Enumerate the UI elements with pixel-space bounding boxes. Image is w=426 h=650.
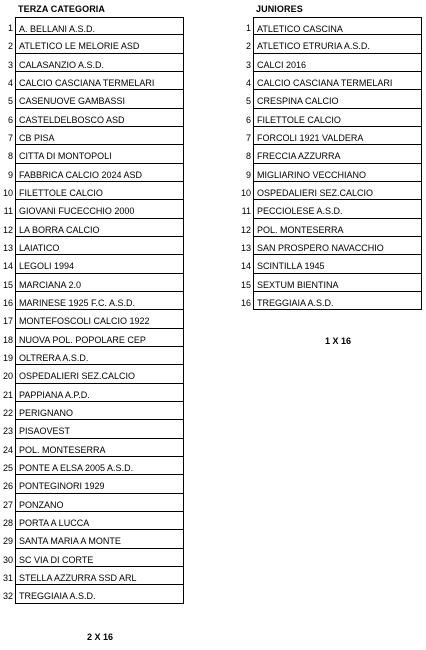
- table-row: [0, 310, 184, 328]
- row-number: 27: [2, 499, 13, 510]
- row-number: 4: [245, 77, 251, 88]
- table-row: [238, 127, 422, 145]
- team-name-cell: PECCIOLESE A.S.D.: [253, 200, 422, 218]
- team-name-cell: CALASANZIO A.S.D.: [15, 54, 184, 72]
- table-row: [0, 329, 184, 347]
- table-row: [238, 90, 422, 108]
- row-number: 32: [2, 591, 13, 602]
- team-name-cell: LA BORRA CALCIO: [15, 219, 184, 237]
- table-row: [0, 219, 184, 237]
- team-name-cell: MONTEFOSCOLI CALCIO 1922: [15, 310, 184, 328]
- row-number: 11: [3, 206, 13, 217]
- table-row: [0, 347, 184, 365]
- row-number: 17: [2, 316, 13, 327]
- team-name-cell: SCINTILLA 1945: [253, 255, 422, 273]
- table-row: [0, 109, 184, 127]
- row-number: 28: [2, 517, 13, 528]
- table-row: [238, 182, 422, 200]
- team-name-cell: STELLA AZZURRA SSD ARL: [15, 567, 184, 585]
- row-number: 18: [2, 334, 13, 345]
- team-name-cell: SANTA MARIA A MONTE: [15, 530, 184, 548]
- team-name-cell: MARCIANA 2.0: [15, 274, 184, 292]
- table-row: [0, 494, 184, 512]
- row-number: 6: [245, 114, 251, 125]
- table-row: [0, 384, 184, 402]
- table-row: [0, 72, 184, 90]
- team-name-cell: LEGOLI 1994: [15, 255, 184, 273]
- row-number: 4: [7, 77, 13, 88]
- team-name-cell: OSPEDALIERI SEZ.CALCIO: [253, 182, 422, 200]
- table-row: [0, 475, 184, 493]
- team-name-cell: LAIATICO: [15, 237, 184, 255]
- team-name-cell: ATLETICO CASCINA: [253, 17, 422, 35]
- row-number: 13: [240, 242, 251, 253]
- table-row: [0, 549, 184, 567]
- row-number: 10: [2, 187, 13, 198]
- row-number: 14: [240, 261, 251, 272]
- terza-categoria-heading: TERZA CATEGORIA: [18, 4, 105, 14]
- row-number: 14: [2, 261, 13, 272]
- row-number: 8: [7, 151, 13, 162]
- team-name-cell: PERIGNANO: [15, 402, 184, 420]
- table-row: [0, 145, 184, 163]
- row-number: 22: [2, 407, 13, 418]
- team-name-cell: TREGGIAIA A.S.D.: [253, 292, 422, 310]
- table-row: [0, 35, 184, 53]
- table-row: [0, 457, 184, 475]
- table-row: [238, 274, 422, 292]
- row-number: 9: [7, 169, 13, 180]
- table-row: [0, 585, 184, 603]
- table-row: [238, 219, 422, 237]
- row-number: 9: [245, 169, 251, 180]
- table-row: [0, 237, 184, 255]
- row-number: 31: [2, 572, 13, 583]
- row-number: 23: [2, 426, 13, 437]
- row-number: 30: [2, 554, 13, 565]
- juniores-list: [238, 17, 422, 310]
- team-name-cell: POL. MONTESERRA: [15, 439, 184, 457]
- row-number: 12: [240, 224, 251, 235]
- terza-categoria-groups-label: 2 X 16: [87, 632, 114, 642]
- team-name-cell: CITTA DI MONTOPOLI: [15, 145, 184, 163]
- table-row: [0, 420, 184, 438]
- team-name-cell: FILETTOLE CALCIO: [253, 109, 422, 127]
- team-name-cell: MARINESE 1925 F.C. A.S.D.: [15, 292, 184, 310]
- terza-categoria-list: [0, 17, 184, 604]
- team-name-cell: MIGLIARINO VECCHIANO: [253, 164, 422, 182]
- team-name-cell: POL. MONTESERRA: [253, 219, 422, 237]
- row-number: 15: [240, 279, 251, 290]
- team-name-cell: TREGGIAIA A.S.D.: [15, 585, 184, 603]
- table-row: [0, 200, 184, 218]
- row-number: 19: [2, 352, 13, 363]
- row-number: 10: [240, 187, 251, 198]
- table-row: [238, 54, 422, 72]
- team-name-cell: SAN PROSPERO NAVACCHIO: [253, 237, 422, 255]
- table-row: [0, 17, 184, 35]
- team-name-cell: FRECCIA AZZURRA: [253, 145, 422, 163]
- team-name-cell: FILETTOLE CALCIO: [15, 182, 184, 200]
- row-number: 16: [2, 297, 13, 308]
- table-row: [0, 530, 184, 548]
- team-name-cell: CALCIO CASCIANA TERMELARI: [253, 72, 422, 90]
- row-number: 3: [245, 59, 251, 70]
- team-name-cell: FORCOLI 1921 VALDERA: [253, 127, 422, 145]
- row-number: 8: [245, 151, 251, 162]
- row-number: 16: [240, 297, 251, 308]
- team-name-cell: CASTELDELBOSCO ASD: [15, 109, 184, 127]
- row-number: 5: [245, 96, 251, 107]
- table-row: [0, 54, 184, 72]
- row-number: 13: [2, 242, 13, 253]
- juniores-heading: JUNIORES: [256, 4, 303, 14]
- table-row: [0, 164, 184, 182]
- row-number: 2: [245, 41, 251, 52]
- table-row: [0, 255, 184, 273]
- juniores-groups-label: 1 X 16: [325, 336, 352, 346]
- row-number: 20: [2, 371, 13, 382]
- table-row: [238, 292, 422, 310]
- team-name-cell: PORTA A LUCCA: [15, 512, 184, 530]
- table-row: [238, 145, 422, 163]
- team-name-cell: CALCI 2016: [253, 54, 422, 72]
- team-name-cell: CALCIO CASCIANA TERMELARI: [15, 72, 184, 90]
- team-name-cell: PONTE A ELSA 2005 A.S.D.: [15, 457, 184, 475]
- table-row: [0, 365, 184, 383]
- team-name-cell: SEXTUM BIENTINA: [253, 274, 422, 292]
- row-number: 26: [2, 481, 13, 492]
- row-number: 2: [7, 41, 13, 52]
- team-name-cell: FABBRICA CALCIO 2024 ASD: [15, 164, 184, 182]
- team-name-cell: A. BELLANI A.S.D.: [15, 17, 184, 35]
- team-name-cell: ATLETICO LE MELORIE ASD: [15, 35, 184, 53]
- row-number: 7: [245, 132, 251, 143]
- row-number: 5: [7, 96, 13, 107]
- table-row: [0, 292, 184, 310]
- table-row: [0, 90, 184, 108]
- row-number: 11: [241, 206, 251, 217]
- table-row: [238, 109, 422, 127]
- row-number: 1: [245, 23, 251, 33]
- row-number: 3: [7, 59, 13, 70]
- row-number: 7: [7, 132, 13, 143]
- table-row: [238, 72, 422, 90]
- table-row: [0, 182, 184, 200]
- row-number: 24: [2, 444, 13, 455]
- team-name-cell: PONTEGINORI 1929: [15, 475, 184, 493]
- team-name-cell: OSPEDALIERI SEZ.CALCIO: [15, 365, 184, 383]
- team-name-cell: CB PISA: [15, 127, 184, 145]
- row-number: 21: [2, 389, 13, 400]
- table-row: [238, 17, 422, 35]
- table-row: [238, 200, 422, 218]
- team-name-cell: CRESPINA CALCIO: [253, 90, 422, 108]
- row-number: 15: [2, 279, 13, 290]
- team-name-cell: NUOVA POL. POPOLARE CEP: [15, 329, 184, 347]
- table-row: [0, 439, 184, 457]
- table-row: [238, 237, 422, 255]
- table-row: [238, 35, 422, 53]
- row-number: 12: [2, 224, 13, 235]
- team-name-cell: GIOVANI FUCECCHIO 2000: [15, 200, 184, 218]
- team-name-cell: OLTRERA A.S.D.: [15, 347, 184, 365]
- table-row: [0, 567, 184, 585]
- table-row: [0, 402, 184, 420]
- team-name-cell: SC VIA DI CORTE: [15, 549, 184, 567]
- team-name-cell: ATLETICO ETRURIA A.S.D.: [253, 35, 422, 53]
- table-row: [238, 255, 422, 273]
- team-name-cell: PISAOVEST: [15, 420, 184, 438]
- team-name-cell: PAPPIANA A.P.D.: [15, 384, 184, 402]
- team-name-cell: CASENUOVE GAMBASSI: [15, 90, 184, 108]
- row-number: 6: [7, 114, 13, 125]
- row-number: 29: [2, 536, 13, 547]
- table-row: [0, 127, 184, 145]
- row-number: 1: [7, 23, 13, 33]
- table-row: [0, 512, 184, 530]
- team-name-cell: PONZANO: [15, 494, 184, 512]
- table-row: [0, 274, 184, 292]
- table-row: [238, 164, 422, 182]
- row-number: 25: [2, 462, 13, 473]
